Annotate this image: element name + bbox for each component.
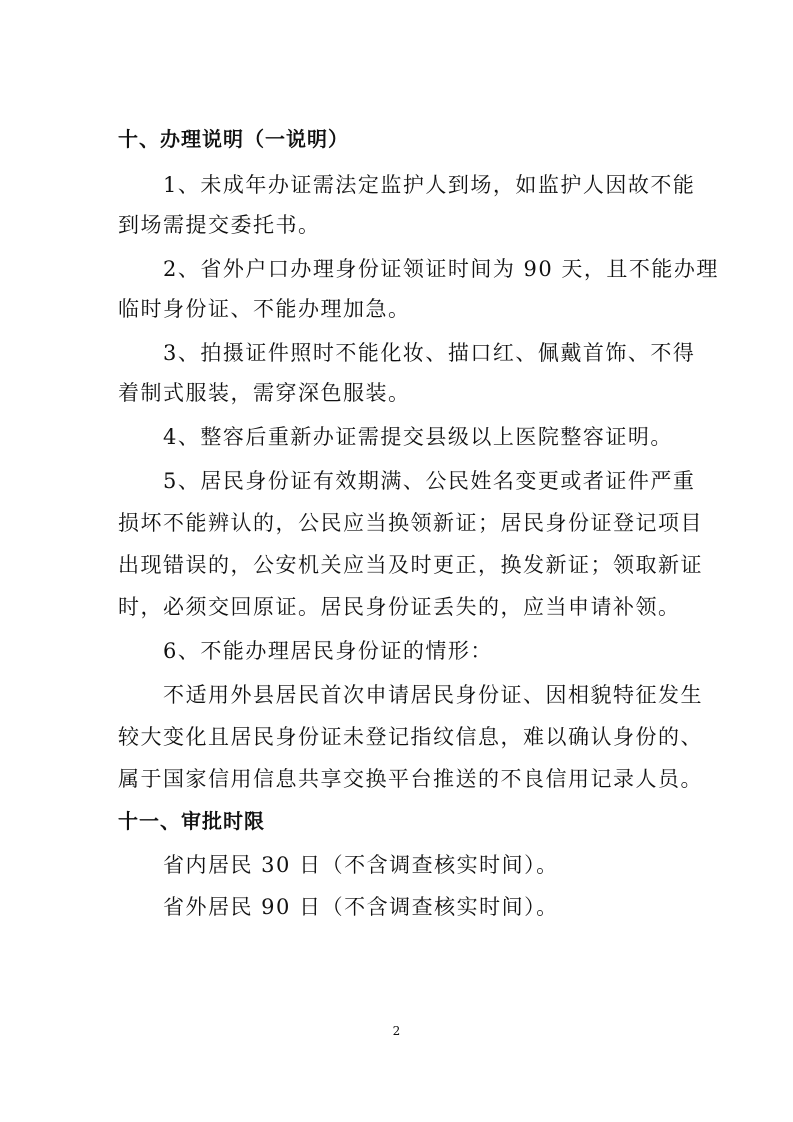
item-5-line-4: 时，必须交回原证。居民身份证丢失的，应当申请补领。 <box>118 595 681 619</box>
page-number: 2 <box>392 1024 401 1038</box>
item-2-line-1: 2、省外户口办理身份证领证时间为 90 天，且不能办理 <box>163 257 719 281</box>
paragraph-line-3: 属于国家信用信息共享交换平台推送的不良信用记录人员。 <box>118 767 703 791</box>
item-5-line-3: 出现错误的，公安机关应当及时更正，换发新证；领取新证 <box>118 553 703 577</box>
item-6-line-1: 6、不能办理居民身份证的情形： <box>163 639 493 663</box>
section-10-heading: 十、办理说明（一说明） <box>118 127 349 151</box>
item-2-line-2: 临时身份证、不能办理加急。 <box>118 297 411 321</box>
item-5-line-1: 5、居民身份证有效期满、公民姓名变更或者证件严重 <box>163 469 696 493</box>
approval-time-line-2: 省外居民 90 日（不含调查核实时间）。 <box>163 895 559 919</box>
item-1-line-2: 到场需提交委托书。 <box>118 213 321 237</box>
paragraph-line-1: 不适用外县居民首次申请居民身份证、因相貌特征发生 <box>163 683 703 707</box>
item-4-line-1: 4、整容后重新办证需提交县级以上医院整容证明。 <box>163 425 673 449</box>
item-5-line-2: 损坏不能辨认的，公民应当换领新证；居民身份证登记项目 <box>118 511 703 535</box>
item-1-line-1: 1、未成年办证需法定监护人到场，如监护人因故不能 <box>163 173 696 197</box>
item-3-line-1: 3、拍摄证件照时不能化妆、描口红、佩戴首饰、不得 <box>163 341 696 365</box>
paragraph-line-2: 较大变化且居民身份证未登记指纹信息，难以确认身份的、 <box>118 725 703 749</box>
section-11-heading: 十一、审批时限 <box>118 809 265 833</box>
approval-time-line-1: 省内居民 30 日（不含调查核实时间）。 <box>163 853 559 877</box>
item-3-line-2: 着制式服装，需穿深色服装。 <box>118 381 411 405</box>
